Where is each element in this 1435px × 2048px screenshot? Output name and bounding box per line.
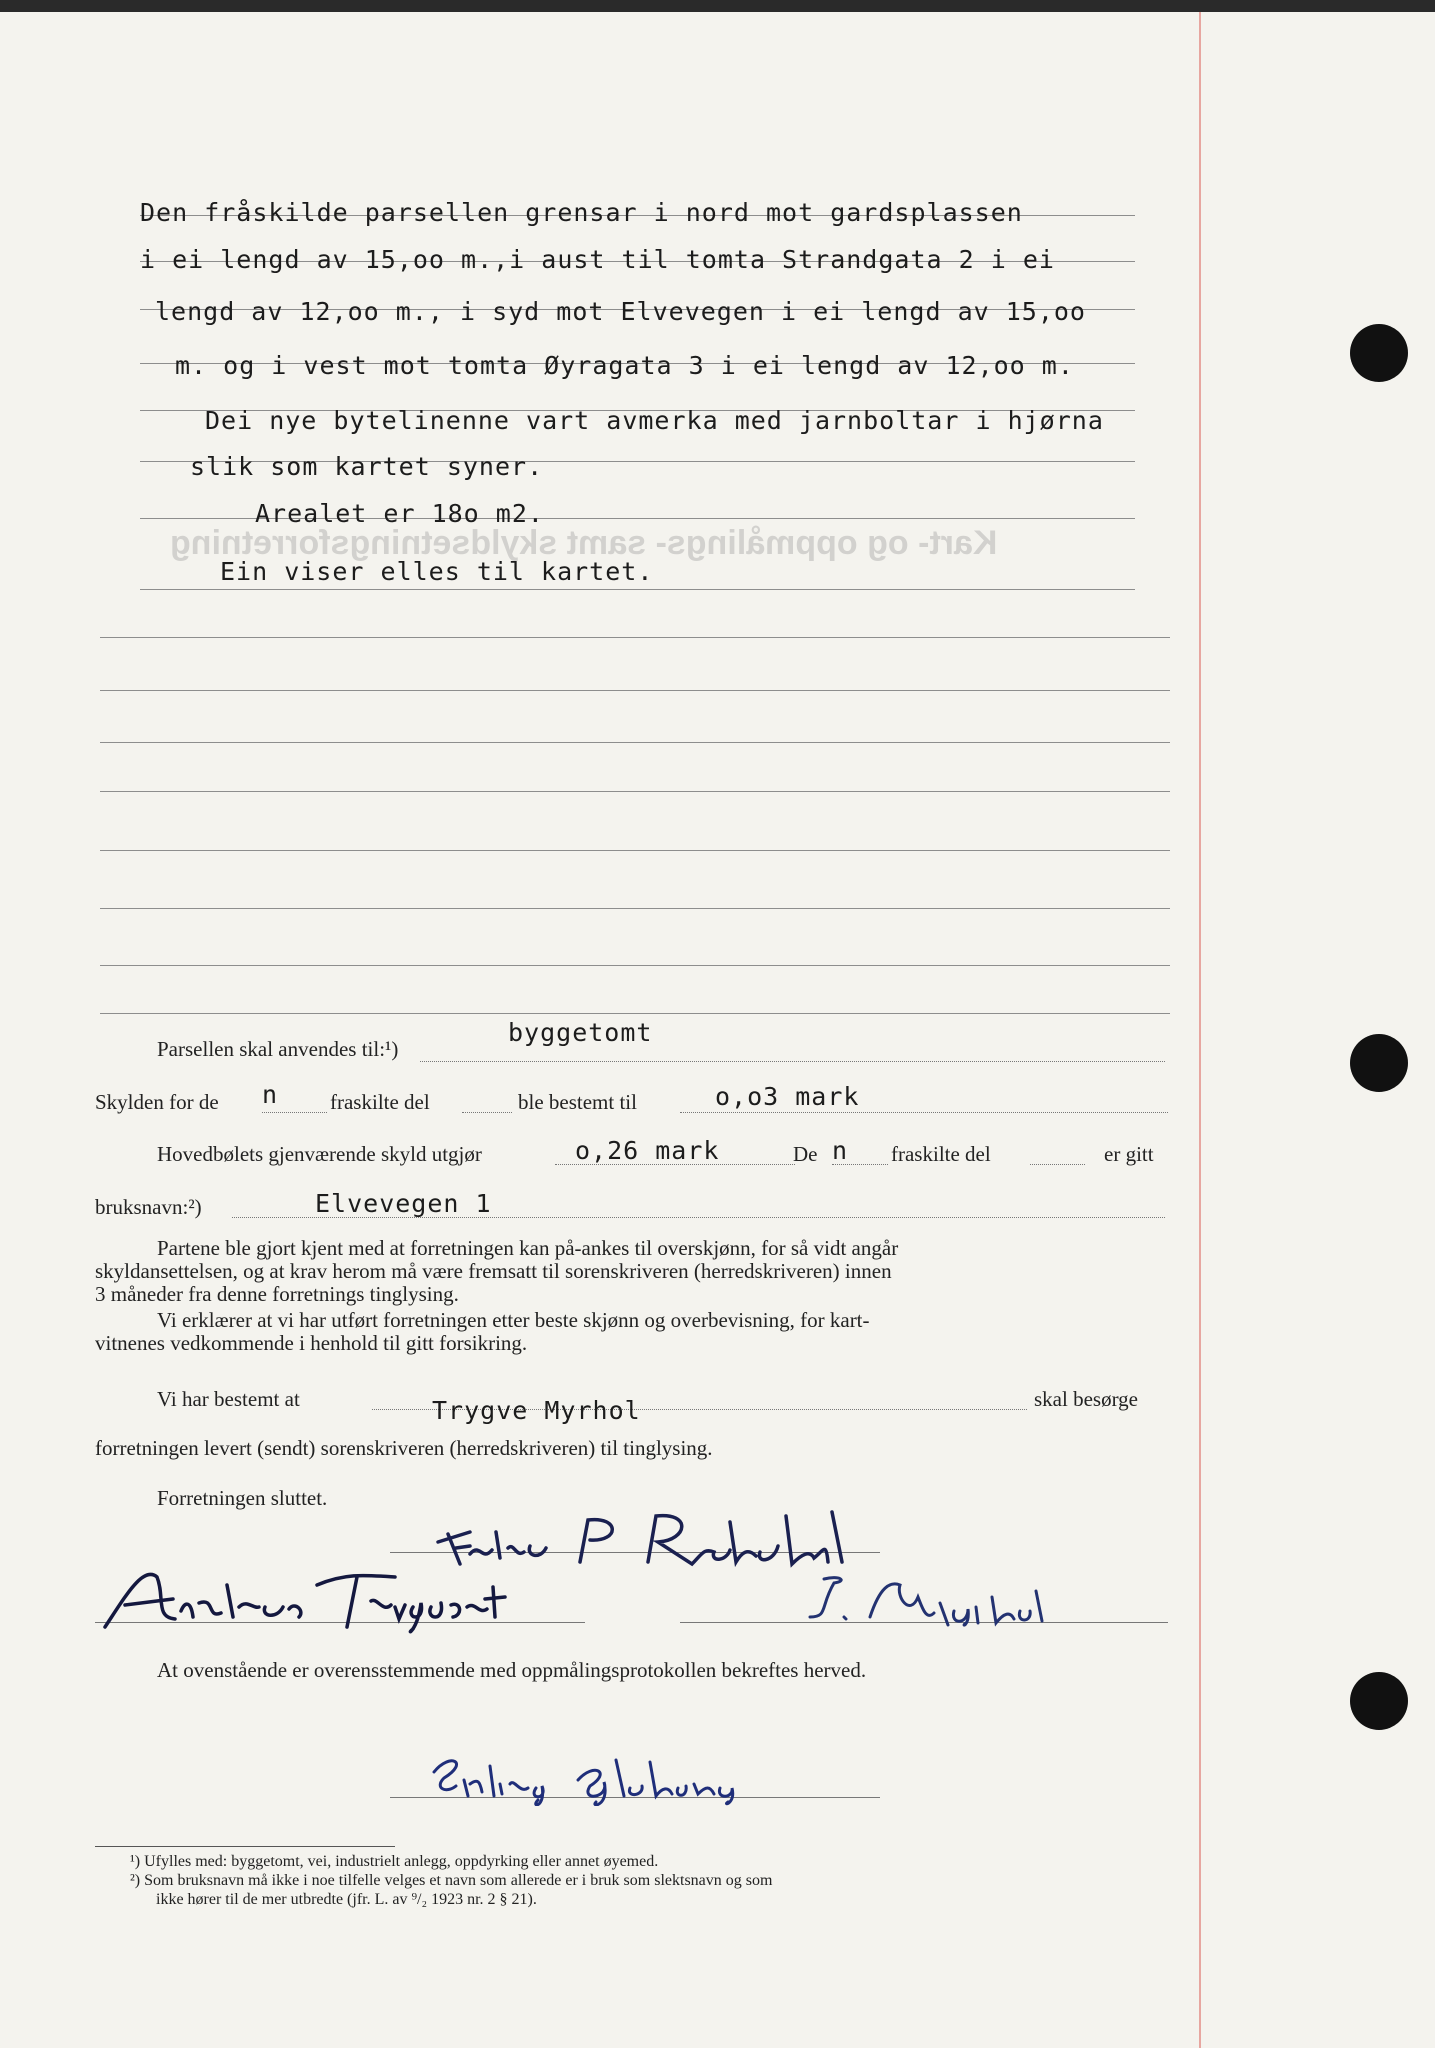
- typed-line-6: slik som kartet syner.: [190, 452, 544, 481]
- typed-line-8: Ein viser elles til kartet.: [220, 557, 654, 586]
- tax-label-mid2: ble bestemt til: [518, 1090, 637, 1114]
- typed-line-7: Arealet er 18o m2.: [255, 499, 544, 528]
- decided-end: skal besørge: [1034, 1387, 1139, 1411]
- tax-label-prefix: Skylden for de: [95, 1090, 219, 1114]
- dotted-fill-line: [262, 1112, 327, 1113]
- ruled-line: [100, 742, 1170, 743]
- signature-myrhol: [800, 1567, 1080, 1627]
- dotted-fill-line: [462, 1112, 512, 1113]
- main-de-label: De: [793, 1142, 818, 1166]
- decided-label: Vi har bestemt at: [157, 1387, 300, 1411]
- ruled-line: [100, 908, 1170, 909]
- signature-gjelberg: [420, 1742, 780, 1806]
- appeal-text-line-2: skyldansettelsen, og at krav herom må være fremsatt til sorenskriveren (herredskriveren) innen: [95, 1259, 892, 1283]
- dotted-fill-line: [680, 1112, 1168, 1113]
- delivery-line: forretningen levert (sendt) sorenskriveren (herredskriveren) til tinglysing.: [95, 1436, 713, 1460]
- declaration-line-2: vitnenes vedkommende i henhold til gitt forsikring.: [95, 1331, 528, 1355]
- dotted-fill-line: [832, 1164, 888, 1165]
- tax-value: o,o3 mark: [715, 1082, 860, 1111]
- closed-text: Forretningen sluttet.: [157, 1486, 328, 1510]
- typed-line-4: m. og i vest mot tomta Øyragata 3 i ei lengd av 12,oo m.: [175, 351, 1074, 380]
- main-mid-label: fraskilte del: [891, 1142, 991, 1166]
- footnote-1: ¹) Ufylles med: byggetomt, vei, industrielt anlegg, oppdyrking eller annet øyemed.: [130, 1853, 659, 1870]
- main-tax-label: Hovedbølets gjenværende skyld utgjør: [157, 1142, 482, 1166]
- farm-name-label: bruksnavn:²): [95, 1195, 202, 1219]
- use-label: Parsellen skal anvendes til:¹): [157, 1037, 399, 1061]
- typed-line-2: i ei lengd av 15,oo m.,i aust til tomta Strandgata 2 i ei: [140, 245, 1055, 274]
- main-tax-value: o,26 mark: [575, 1136, 720, 1165]
- document-page: [0, 12, 1435, 2048]
- tax-n-suffix: n: [262, 1080, 279, 1109]
- bleed-through-heading: Kart- og oppmålings- samt skyldsetningsforretning: [170, 524, 998, 562]
- main-end-label: er gitt: [1104, 1142, 1154, 1166]
- typed-line-1: Den fråskilde parsellen grensar i nord mot gardsplassen: [140, 198, 1023, 227]
- typed-line-3: lengd av 12,oo m., i syd mot Elvevegen i ei lengd av 15,oo: [155, 297, 1086, 326]
- tax-label-mid1: fraskilte del: [330, 1090, 430, 1114]
- punch-hole-bottom: [1350, 1672, 1408, 1730]
- punch-hole-top: [1350, 324, 1408, 382]
- footnote-separator: [95, 1846, 395, 1847]
- confirmation-text: At ovenstående er overensstemmende med oppmålingsprotokollen bekreftes herved.: [157, 1658, 867, 1682]
- signature-tryggeset: [95, 1557, 525, 1637]
- ruled-line: [100, 850, 1170, 851]
- farm-name-value: Elvevegen 1: [315, 1189, 492, 1218]
- typed-line-5: Dei nye bytelinenne vart avmerka med jarnboltar i hjørna: [205, 406, 1104, 435]
- ruled-line: [140, 589, 1135, 590]
- dotted-fill-line: [1030, 1164, 1085, 1165]
- footnote-2b: ikke hører til de mer utbredte (jfr. L. av ⁹/₂ 1923 nr. 2 § 21).: [156, 1891, 537, 1908]
- ruled-line: [100, 637, 1170, 638]
- use-value: byggetomt: [508, 1018, 653, 1047]
- declaration-line-1: Vi erklærer at vi har utført forretningen etter beste skjønn og overbevisning, for kart-: [157, 1308, 870, 1332]
- footnote-2a: ²) Som bruksnavn må ikke i noe tilfelle velges et navn som allerede er i bruk som slektsnavn og som: [130, 1872, 773, 1889]
- main-n-suffix: n: [832, 1136, 849, 1165]
- appeal-text-line-3: 3 måneder fra denne forretnings tinglysing.: [95, 1282, 459, 1306]
- punch-hole-middle: [1350, 1034, 1408, 1092]
- red-margin-line: [1199, 12, 1201, 2048]
- decided-value: Trygve Myrhol: [432, 1396, 641, 1425]
- ruled-line: [100, 690, 1170, 691]
- ruled-line: [100, 1013, 1170, 1014]
- ruled-line: [100, 965, 1170, 966]
- dotted-fill-line: [420, 1061, 1165, 1062]
- appeal-text-line-1: Partene ble gjort kjent med at forretningen kan på-ankes til overskjønn, for så vidt angår: [157, 1236, 899, 1260]
- ruled-line: [100, 791, 1170, 792]
